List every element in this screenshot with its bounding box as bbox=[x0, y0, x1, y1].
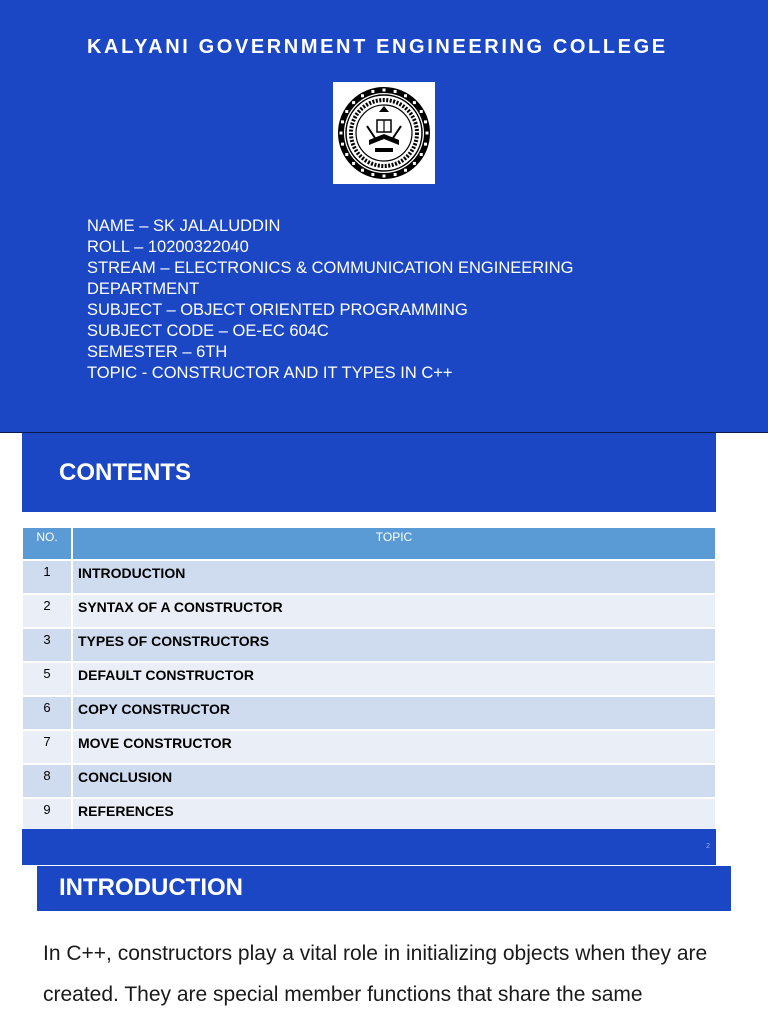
table-header-row bbox=[23, 528, 715, 560]
table-row bbox=[23, 560, 715, 594]
seal-tooth bbox=[383, 89, 386, 92]
row-number: 7 bbox=[23, 730, 72, 764]
contents-table bbox=[23, 528, 715, 831]
row-number: 5 bbox=[23, 662, 72, 696]
info-line: NAME – SK JALALUDDIN bbox=[87, 217, 281, 235]
seal-tooth bbox=[352, 162, 355, 165]
page-number: 2 bbox=[706, 843, 710, 850]
contents-header-band bbox=[22, 433, 716, 512]
seal-tooth bbox=[413, 162, 416, 165]
row-topic: SYNTAX OF A CONSTRUCTOR bbox=[72, 594, 715, 628]
student-info-list bbox=[87, 216, 574, 384]
seal-tooth bbox=[413, 101, 416, 104]
info-line: SUBJECT – OBJECT ORIENTED PROGRAMMING bbox=[87, 301, 468, 319]
row-number: 3 bbox=[23, 628, 72, 662]
seal-tooth bbox=[420, 153, 423, 156]
table-row bbox=[23, 594, 715, 628]
table-row bbox=[23, 696, 715, 730]
seal-tooth bbox=[404, 94, 407, 97]
seal-tooth bbox=[345, 153, 348, 156]
seal-tooth bbox=[361, 94, 364, 97]
seal-tooth bbox=[394, 90, 397, 93]
seal-tooth bbox=[383, 175, 386, 178]
seal-tooth bbox=[340, 132, 343, 135]
seal-tooth bbox=[424, 120, 427, 123]
row-topic: CONCLUSION bbox=[72, 764, 715, 798]
info-line: SEMESTER – 6TH bbox=[87, 343, 228, 361]
row-topic: COPY CONSTRUCTOR bbox=[72, 696, 715, 730]
row-number: 6 bbox=[23, 696, 72, 730]
info-line: SUBJECT CODE – OE-EC 604C bbox=[87, 322, 329, 340]
seal-tooth bbox=[420, 110, 423, 113]
row-topic: TYPES OF CONSTRUCTORS bbox=[72, 628, 715, 662]
row-number: 1 bbox=[23, 560, 72, 594]
seal-tooth bbox=[341, 120, 344, 123]
seal-tooth bbox=[371, 90, 374, 93]
table-row bbox=[23, 764, 715, 798]
row-topic: INTRODUCTION bbox=[72, 560, 715, 594]
table-row bbox=[23, 798, 715, 831]
row-topic: DEFAULT CONSTRUCTOR bbox=[72, 662, 715, 696]
info-line: DEPARTMENT bbox=[87, 280, 200, 298]
title-slide bbox=[0, 0, 768, 433]
seal-tooth bbox=[426, 132, 429, 135]
contents-title: CONTENTS bbox=[59, 459, 191, 486]
row-topic: MOVE CONSTRUCTOR bbox=[72, 730, 715, 764]
introduction-header-band bbox=[37, 866, 731, 911]
college-seal-logo bbox=[333, 82, 435, 184]
seal-tooth bbox=[352, 101, 355, 104]
contents-footer-band bbox=[22, 829, 716, 865]
info-line: STREAM – ELECTRONICS & COMMUNICATION ENGINEERING bbox=[87, 259, 574, 277]
row-number: 8 bbox=[23, 764, 72, 798]
row-topic: REFERENCES bbox=[72, 798, 715, 831]
row-number: 2 bbox=[23, 594, 72, 628]
info-line: TOPIC - CONSTRUCTOR AND IT TYPES IN C++ bbox=[87, 364, 453, 382]
seal-tooth bbox=[361, 169, 364, 172]
seal-tooth bbox=[404, 169, 407, 172]
table-row bbox=[23, 628, 715, 662]
seal-tooth bbox=[345, 110, 348, 113]
info-line: ROLL – 10200322040 bbox=[87, 238, 249, 256]
seal-tooth bbox=[371, 173, 374, 176]
seal-tooth bbox=[341, 143, 344, 146]
table-row bbox=[23, 662, 715, 696]
college-title: KALYANI GOVERNMENT ENGINEERING COLLEGE bbox=[87, 36, 668, 58]
row-number: 9 bbox=[23, 798, 72, 831]
introduction-body: In C++, constructors play a vital role in initializing objects when they are created. They are special member functions that share the same bbox=[43, 942, 708, 1006]
column-header-topic: TOPIC bbox=[72, 528, 715, 560]
seal-tooth bbox=[394, 173, 397, 176]
column-header-no: NO. bbox=[23, 528, 72, 560]
table-row bbox=[23, 730, 715, 764]
introduction-title: INTRODUCTION bbox=[59, 874, 243, 901]
seal-tooth bbox=[424, 143, 427, 146]
